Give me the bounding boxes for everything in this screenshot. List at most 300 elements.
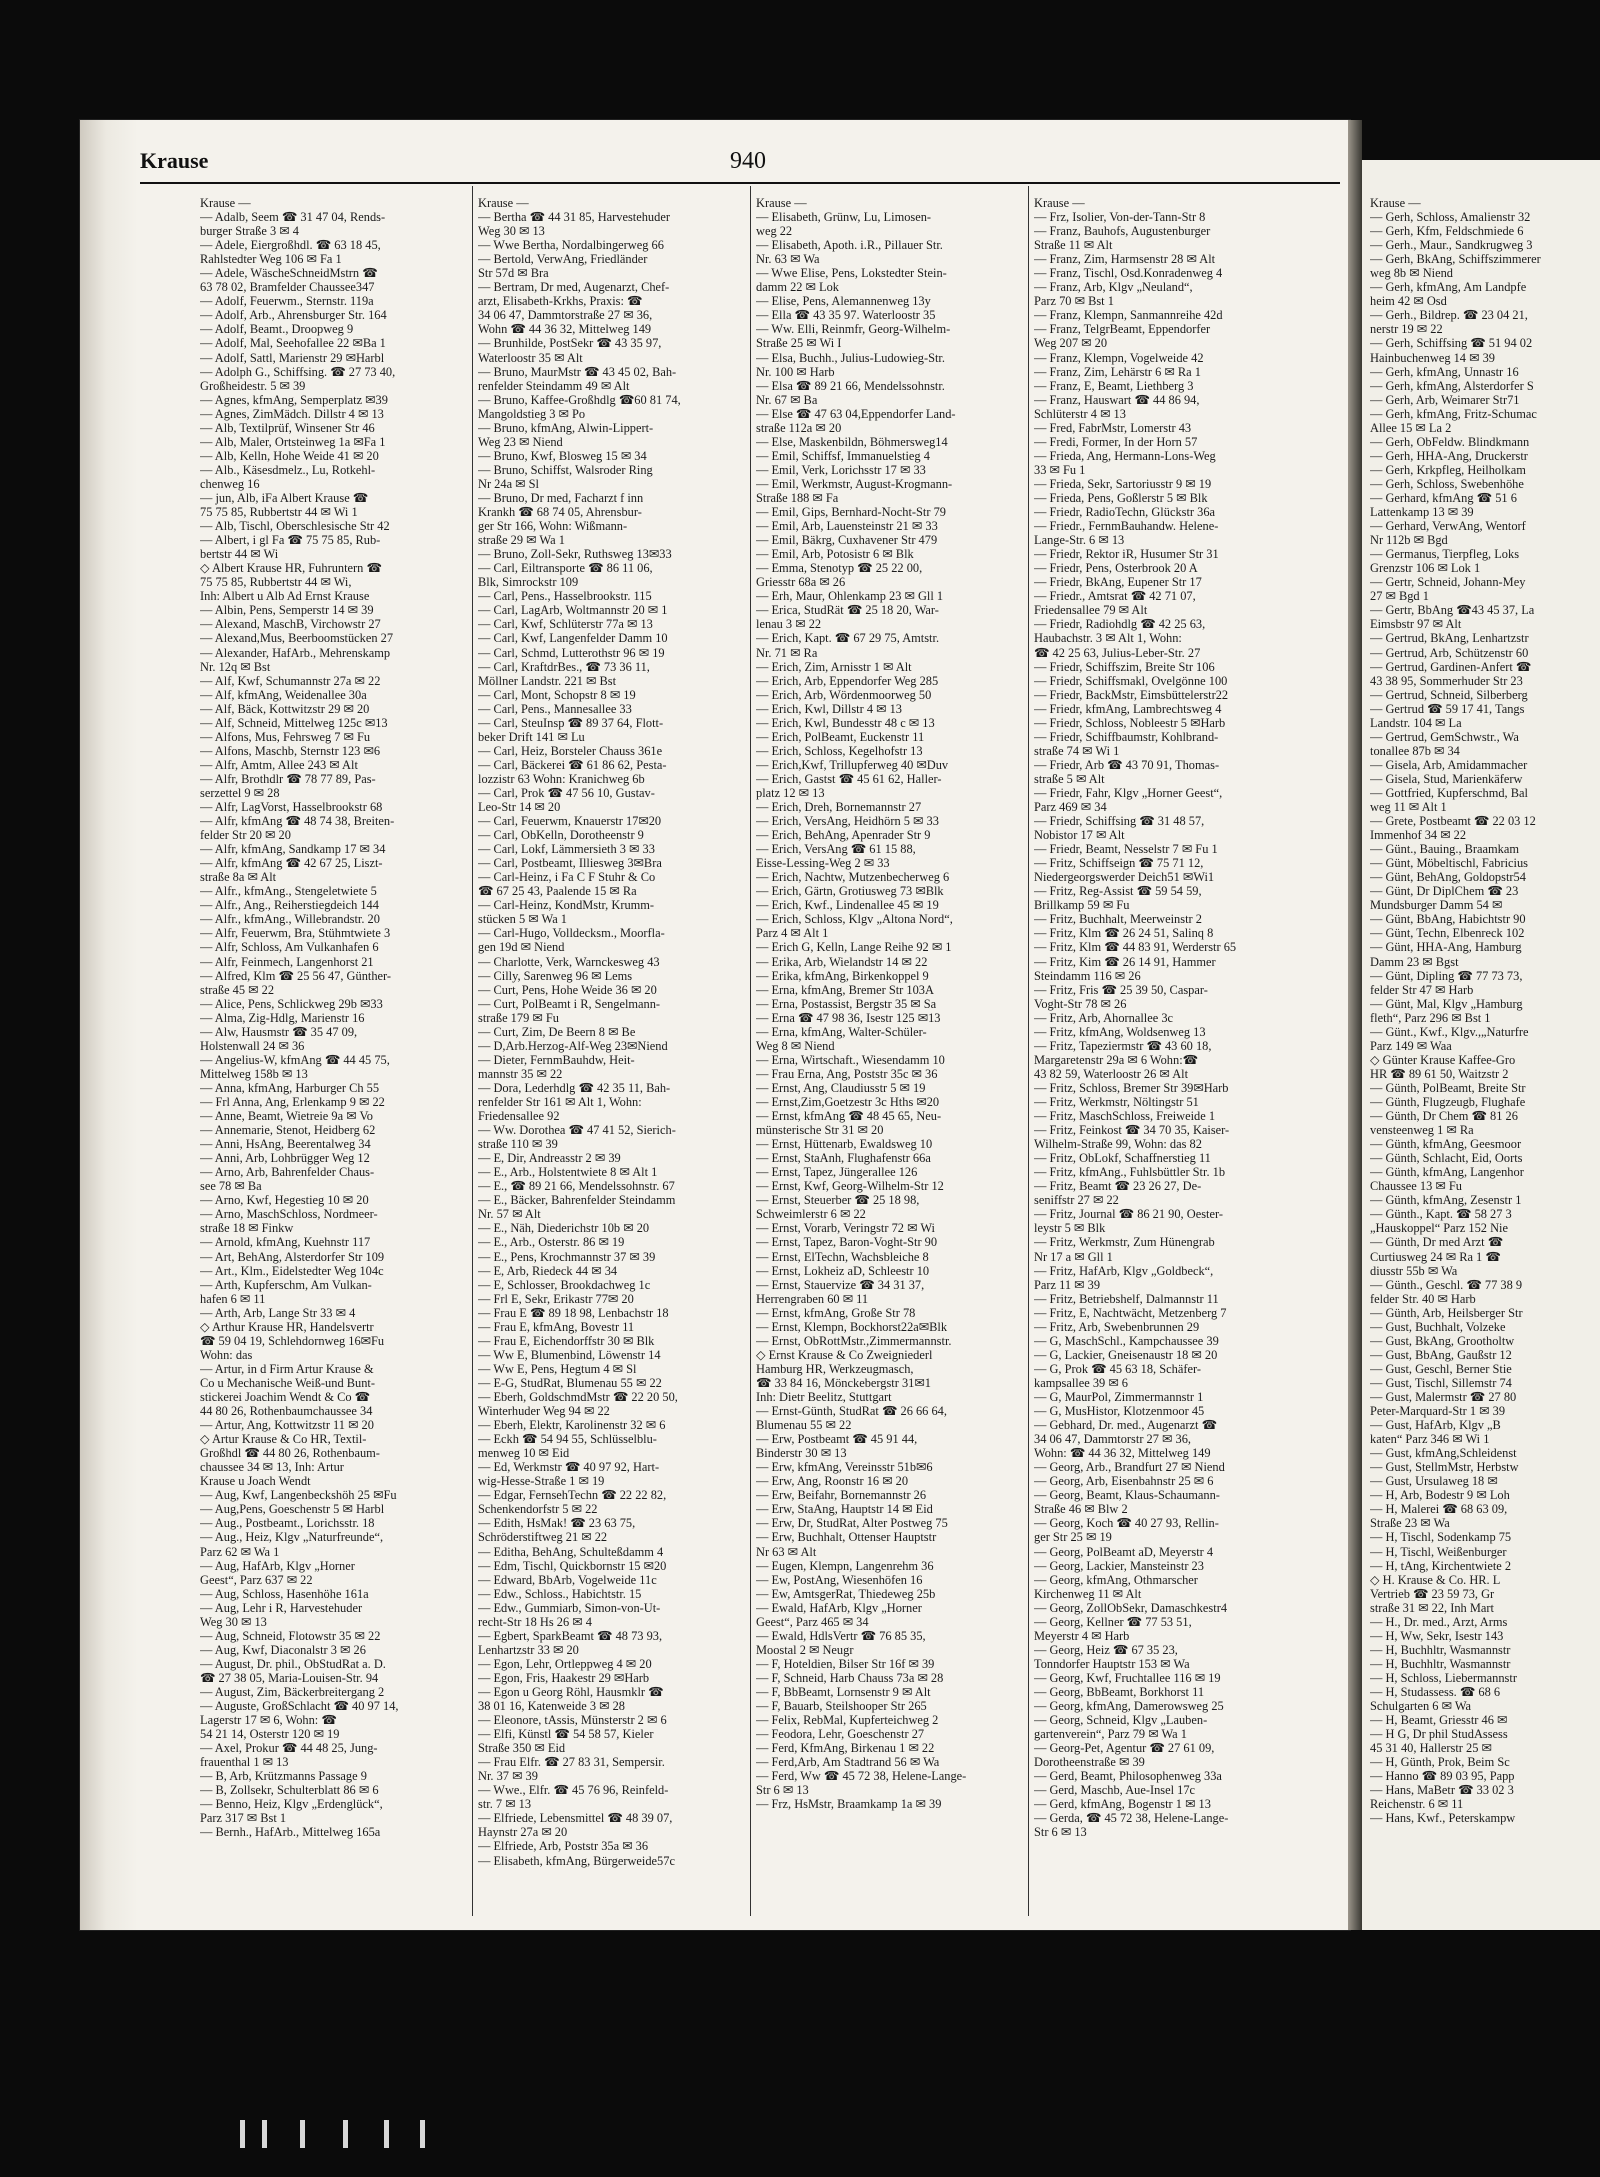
directory-entry-line: straße 5 ✉ Alt <box>1034 771 1105 786</box>
directory-entry-line: 45 31 40, Hallerstr 25 ✉ <box>1370 1741 1492 1756</box>
directory-entry-line: — Fritz, Beamt ☎ 23 26 27, De- <box>1034 1179 1202 1194</box>
directory-entry-line: — Erich, Arb, Eppendorfer Weg 285 <box>756 673 939 688</box>
directory-entry-line: — Alfons, Mus, Fehrsweg 7 ✉ Fu <box>200 729 371 744</box>
directory-entry-line: — Franz, Klempn, Vogelweide 42 <box>1034 350 1204 365</box>
directory-entry-line: — Gerh, kfmAng, Alsterdorfer S <box>1370 378 1534 393</box>
directory-entry-line: — Carl-Heinz, KondMstr, Krumm- <box>478 898 655 913</box>
directory-entry-line: burger Straße 3 ✉ 4 <box>200 224 299 239</box>
directory-entry-line: — Günth, PolBeamt, Breite Str <box>1370 1080 1526 1095</box>
directory-entry-line: Dorotheenstraße ✉ 39 <box>1034 1755 1145 1770</box>
directory-entry-line: — Emil, Gips, Bernhard-Nocht-Str 79 <box>756 505 946 520</box>
directory-entry-line: Nr. 71 ✉ Ra <box>756 645 818 660</box>
directory-entry-line: — Alma, Zig-Hdlg, Marienstr 16 <box>200 1010 365 1025</box>
directory-entry-line: kampsallee 39 ✉ 6 <box>1034 1375 1128 1390</box>
directory-entry-line: — Ernst, Ang, Claudiusstr 5 ✉ 19 <box>756 1080 926 1095</box>
directory-entry-line: 33 ✉ Fu 1 <box>1034 462 1086 477</box>
directory-entry-line: — Ferd, Ww ☎ 45 72 38, Helene-Lange- <box>756 1769 967 1784</box>
directory-entry-line: — Carl, Heiz, Borsteler Chauss 361e <box>478 743 663 758</box>
directory-entry-line: — Alfr., Ang., Reiherstiegdeich 144 <box>200 898 379 913</box>
directory-entry-line: Margaretenstr 29a ✉ 6 Wohn:☎ <box>1034 1052 1199 1067</box>
directory-entry-line: Steindamm 116 ✉ 26 <box>1034 968 1141 983</box>
directory-entry-line: — Georg, Kellner ☎ 77 53 51, <box>1034 1614 1192 1629</box>
directory-entry-line: — Felix, RebMal, Kupferteichweg 2 <box>756 1713 939 1728</box>
directory-entry-line: — Bruno, Kwf, Blosweg 15 ✉ 34 <box>478 448 647 463</box>
directory-entry-line: — Günth, Schlacht, Eid, Oorts <box>1370 1151 1523 1166</box>
directory-entry-line: 27 ✉ Bgd 1 <box>1370 589 1429 604</box>
directory-entry-line: Chaussee 13 ✉ Fu <box>1370 1179 1462 1194</box>
directory-entry-line: — Ww. Elli, Reinmfr, Georg-Wilhelm- <box>756 322 951 337</box>
directory-entry-line: — Wwe Bertha, Nordalbingerweg 66 <box>478 238 664 253</box>
directory-entry-line: leystr 5 ✉ Blk <box>1034 1221 1106 1236</box>
directory-entry-line: Großheidestr. 5 ✉ 39 <box>200 378 306 393</box>
directory-entry-line: — Friedr, Schiffsing ☎ 31 48 57, <box>1034 814 1205 829</box>
directory-entry-line: frauenthal 1 ✉ 13 <box>200 1755 289 1770</box>
directory-entry-line: — Art, BehAng, Alsterdorfer Str 109 <box>200 1249 385 1264</box>
directory-entry-line: fleth“, Parz 296 ✉ Bst 1 <box>1370 1010 1491 1025</box>
directory-entry-line: — Friedr, Schiffbaumstr, Kohlbrand- <box>1034 729 1219 744</box>
directory-entry-line: — Alfr, kfmAng ☎ 48 74 38, Breiten- <box>200 814 395 829</box>
directory-entry-line: — Gerh, Arb, Weimarer Str71 <box>1370 392 1520 407</box>
directory-entry-line: — Alfr., kfmAng., Stengeletwiete 5 <box>200 884 377 899</box>
directory-entry-line: — F, BbBeamt, Lornsenstr 9 ✉ Alt <box>756 1684 931 1699</box>
directory-entry-line: — Erw, kfmAng, Vereinsstr 51b✉6 <box>756 1460 933 1475</box>
directory-entry-line: Waterloostr 35 ✉ Alt <box>478 350 583 365</box>
directory-entry-line: Blk, Simrockstr 109 <box>478 575 579 590</box>
directory-column-5-facing-page <box>1370 196 1600 1916</box>
column-rule <box>472 186 473 1916</box>
directory-entry-line: — Georg, Arb, Eisenbahnstr 25 ✉ 6 <box>1034 1474 1214 1489</box>
directory-entry-line: — F, Schneid, Harb Chauss 73a ✉ 28 <box>756 1670 944 1685</box>
directory-entry-line: — Fritz, E, Nachtwächt, Metzenberg 7 <box>1034 1305 1227 1320</box>
directory-entry-line: wig-Hesse-Straße 1 ✉ 19 <box>478 1474 605 1489</box>
directory-entry-line: — Gust, Geschl, Berner Stie <box>1370 1361 1512 1376</box>
directory-entry-line: — Georg, Heiz ☎ 67 35 23, <box>1034 1642 1178 1657</box>
directory-entry-line: — Ernst,Zim,Goetzestr 3c Hths ✉20 <box>756 1095 940 1109</box>
directory-entry-line: — Gertrud ☎ 59 17 41, Tangs <box>1370 701 1525 716</box>
directory-entry-line: — Ew, AmtsgerRat, Thiedeweg 25b <box>756 1586 936 1601</box>
directory-entry-line: — Carl, Pens., Mannesallee 33 <box>478 701 632 716</box>
directory-entry-line: — Gerh, ObFeldw. Blindkmann <box>1370 434 1530 449</box>
directory-entry-line: — Carl, Postbeamt, Illiesweg 3✉Bra <box>478 856 662 871</box>
directory-entry-line: — Franz, TelgrBeamt, Eppendorfer <box>1034 322 1211 337</box>
directory-entry-line: — Ernst, Vorarb, Veringstr 72 ✉ Wi <box>756 1221 935 1236</box>
directory-entry-line: — E., Arb., Osterstr. 86 ✉ 19 <box>478 1235 625 1250</box>
directory-entry-line: — Gertr, BbAng ☎43 45 37, La <box>1370 603 1535 618</box>
directory-entry-line: 75 75 85, Rubbertstr 44 ✉ Wi, <box>200 575 352 590</box>
directory-entry-line: Immenhof 34 ✉ 22 <box>1370 828 1467 843</box>
directory-entry-line: — Gust, Tischl, Sillemstr 74 <box>1370 1375 1512 1390</box>
directory-entry-line: — H, Buchhltr, Wasmannstr <box>1370 1642 1511 1657</box>
directory-entry-line: — Arno, Kwf, Hegestieg 10 ✉ 20 <box>200 1193 369 1208</box>
directory-entry-line: — Carl, Kwf, Schlüterstr 77a ✉ 13 <box>478 617 653 632</box>
directory-entry-line: — Friedr, Pens, Osterbrook 20 A <box>1034 561 1198 576</box>
directory-entry-line: see 78 ✉ Ba <box>200 1179 262 1194</box>
directory-entry-line: Nr. 57 ✉ Alt <box>478 1207 541 1222</box>
directory-entry-line: Geest“, Parz 465 ✉ 34 <box>756 1614 869 1629</box>
directory-entry-line: — Fritz, Reg-Assist ☎ 59 54 59, <box>1034 884 1202 899</box>
film-edge-marks <box>0 2120 1600 2177</box>
directory-entry-line: — Albert, i gl Fa ☎ 75 75 85, Rub- <box>200 533 381 548</box>
directory-entry-line: 54 21 14, Osterstr 120 ✉ 19 <box>200 1727 340 1742</box>
directory-entry-line: ◇ Ernst Krause & Co Zweigniederl <box>756 1347 933 1362</box>
directory-entry-line: — Ewald, HafArb, Klgv „Horner <box>756 1600 922 1615</box>
directory-entry-line: — Erika, Arb, Wielandstr 14 ✉ 22 <box>756 954 928 969</box>
directory-entry-line: seniffstr 27 ✉ 22 <box>1034 1193 1119 1208</box>
directory-entry-line: — Adalb, Seem ☎ 31 47 04, Rends- <box>200 210 386 225</box>
directory-entry-line: Peter-Marquard-Str 1 ✉ 39 <box>1370 1404 1506 1419</box>
directory-entry-line: Nr. 67 ✉ Ba <box>756 392 818 407</box>
directory-entry-line: — Carl, Schmd, Lutterothstr 96 ✉ 19 <box>478 645 665 660</box>
directory-entry-line: — Adolf, Sattl, Marienstr 29 ✉Harbl <box>200 350 385 365</box>
directory-entry-line: — Arnold, kfmAng, Kuehnstr 117 <box>200 1235 371 1250</box>
directory-entry-line: — Erw, Beifahr, Bornemannstr 26 <box>756 1488 927 1503</box>
directory-entry-line: — Alfr, Brothdlr ☎ 78 77 89, Pas- <box>200 771 376 786</box>
directory-entry-line: — Carl, Eiltransporte ☎ 86 11 06, <box>478 561 653 576</box>
directory-entry-line: — Ella ☎ 43 35 97. Waterloostr 35 <box>756 308 936 323</box>
directory-entry-line: — Alf, kfmAng, Weidenallee 30a <box>200 687 367 702</box>
directory-entry-line: ☎ 33 84 16, Mönckebergstr 31✉1 <box>756 1375 931 1390</box>
directory-entry-line: stickerei Joachim Wendt & Co ☎ <box>200 1389 371 1404</box>
directory-entry-line: — Günt, HHA-Ang, Hamburg <box>1370 940 1522 955</box>
directory-entry-line: — Egon, Lehr, Ortleppweg 4 ✉ 20 <box>478 1656 652 1671</box>
directory-entry-line: — Gerh, kfmAng, Unnastr 16 <box>1370 364 1519 379</box>
directory-entry-line: — Wwe., Elfr. ☎ 45 76 96, Reinfeld- <box>478 1783 669 1798</box>
directory-entry-line: 34 06 47, Dammtorstraße 27 ✉ 36, <box>478 308 653 323</box>
directory-entry-line: — Günt., Bauing., Braamkam <box>1370 842 1520 857</box>
directory-entry-line: — Art., Klm., Eidelstedter Weg 104c <box>200 1263 384 1278</box>
directory-entry-line: — Frieda, Sekr, Sartoriusstr 9 ✉ 19 <box>1034 476 1212 491</box>
directory-entry-line: — Arth, Arb, Lange Str 33 ✉ 4 <box>200 1305 356 1320</box>
directory-entry-line: — Cilly, Sarenweg 96 ✉ Lems <box>478 968 633 983</box>
column-rule <box>750 186 751 1916</box>
directory-entry-line: — Carl, Bäckerei ☎ 61 86 62, Pesta- <box>478 757 667 772</box>
directory-entry-line: — G, Lackier, Gneisenaustr 18 ✉ 20 <box>1034 1347 1218 1362</box>
directory-entry-line: — Günth, Arb, Heilsberger Str <box>1370 1305 1523 1320</box>
directory-entry-line: Wohn: das <box>200 1347 253 1362</box>
directory-entry-line: — Edm, Tischl, Quickbornstr 15 ✉20 <box>478 1558 667 1573</box>
directory-entry-line: — Georg, BbBeamt, Borkhorst 11 <box>1034 1684 1205 1699</box>
directory-entry-line: Eimsbstr 97 ✉ Alt <box>1370 617 1462 632</box>
directory-entry-line: — Franz, Arb, Klgv „Neuland“, <box>1034 280 1193 295</box>
directory-entry-line: — Erich, Zim, Arnisstr 1 ✉ Alt <box>756 659 912 674</box>
directory-entry-line: Friedensallee 79 ✉ Alt <box>1034 603 1148 618</box>
directory-entry-line: — Artur, in d Firm Artur Krause & <box>200 1361 374 1376</box>
directory-entry-line: — Alfr, kfmAng ☎ 42 67 25, Liszt- <box>200 856 383 871</box>
directory-entry-line: — Adele, Eiergroßhdl. ☎ 63 18 45, <box>200 238 381 253</box>
directory-entry-line: arzt, Elisabeth-Krkhs, Praxis: ☎ <box>478 294 643 309</box>
directory-entry-line: Parz 317 ✉ Bst 1 <box>200 1811 287 1826</box>
directory-entry-line: Herrengraben 60 ✉ 11 <box>756 1291 869 1306</box>
directory-entry-line: — Fritz, Arb, Ahornallee 3c <box>1034 1010 1174 1025</box>
directory-entry-line: 43 38 95, Sommerhuder Str 23 <box>1370 673 1523 688</box>
directory-entry-line: — Fritz, Werkmstr, Zum Hünengrab <box>1034 1235 1215 1250</box>
directory-entry-line: Nr. 12q ✉ Bst <box>200 659 271 674</box>
directory-entry-line: ☎ 59 04 19, Schlehdornweg 16✉Fu <box>200 1333 385 1348</box>
directory-entry-line: Weg 8 ✉ Niend <box>756 1038 835 1053</box>
directory-entry-line: Holstenwall 24 ✉ 36 <box>200 1038 305 1053</box>
directory-entry-line: — Franz, Klempn, Sanmannreihe 42d <box>1034 308 1223 323</box>
directory-entry-line: — Günth, kfmAng, Geesmoor <box>1370 1137 1522 1152</box>
directory-entry-line: — Adolph G., Schiffsing. ☎ 27 73 40, <box>200 364 396 379</box>
directory-entry-line: — Fritz, Kim ☎ 26 14 91, Hammer <box>1034 954 1216 969</box>
directory-entry-line: recht-Str 18 Hs 26 ✉ 4 <box>478 1614 592 1629</box>
directory-entry-line: — Elise, Pens, Alemannenweg 13y <box>756 294 931 309</box>
directory-entry-line: — Ww. Dorothea ☎ 47 41 52, Sierich- <box>478 1123 676 1138</box>
directory-entry-line: — Alexander, HafArb., Mehrenskamp <box>200 645 391 660</box>
directory-entry-line: — Bruno, MaurMstr ☎ 43 45 02, Bah- <box>478 364 677 379</box>
directory-entry-line: — Elfi, Künstl ☎ 54 58 57, Kieler <box>478 1727 654 1742</box>
directory-entry-line: — Dieter, FernmBauhdw, Heit- <box>478 1052 635 1067</box>
directory-entry-line: — Ferd, KfmAng, Birkenau 1 ✉ 22 <box>756 1741 935 1756</box>
directory-entry-line: — Georg-Pet, Agentur ☎ 27 61 09, <box>1034 1741 1215 1756</box>
directory-entry-line: — Elisabeth, Grünw, Lu, Limosen- <box>756 210 932 225</box>
directory-entry-line: gartenverein“, Parz 79 ✉ Wa 1 <box>1034 1727 1187 1742</box>
directory-entry-line: Eisse-Lessing-Weg 2 ✉ 33 <box>756 856 890 871</box>
directory-entry-line: Nr 24a ✉ Sl <box>478 476 539 491</box>
directory-entry-line: straße 29 ✉ Wa 1 <box>478 533 565 548</box>
directory-entry-line: Friedensallee 92 <box>478 1109 560 1124</box>
directory-entry-line: — Egbert, SparkBeamt ☎ 48 73 93, <box>478 1628 663 1643</box>
directory-entry-line: — Erich, Nachtw, Mutzenbecherweg 6 <box>756 870 950 885</box>
directory-entry-line: — Ernst, Hüttenarb, Ewaldsweg 10 <box>756 1137 933 1152</box>
directory-entry-line: — Gerh, kfmAng, Am Landpfe <box>1370 280 1527 295</box>
directory-entry-line: — Ernst, Steuerber ☎ 25 18 98, <box>756 1193 920 1208</box>
directory-entry-line: — Fritz, MaschSchloss, Freiweide 1 <box>1034 1109 1216 1124</box>
directory-entry-line: — Emil, Arb, Potosistr 6 ✉ Blk <box>756 547 914 562</box>
directory-entry-line: — Alfr, Schloss, Am Vulkanhafen 6 <box>200 940 379 955</box>
directory-entry-line: — Alfr, Amtm, Allee 243 ✉ Alt <box>200 757 358 772</box>
directory-entry-line: Schröderstiftweg 21 ✉ 22 <box>478 1530 608 1545</box>
directory-entry-line: — Ernst, Klempn, Bockhorst22a✉Blk <box>756 1319 948 1334</box>
directory-entry-line: — E., ☎ 89 21 66, Mendelssohnstr. 67 <box>478 1179 675 1194</box>
directory-entry-line: Inh: Albert u Alb Ad Ernst Krause <box>200 589 370 604</box>
directory-entry-line: — Günt, Dr DiplChem ☎ 23 <box>1370 884 1519 899</box>
directory-entry-line: Mundsburger Damm 54 ✉ <box>1370 898 1503 913</box>
directory-entry-line: Haubachstr. 3 ✉ Alt 1, Wohn: <box>1034 631 1182 646</box>
directory-entry-line: — H., Dr. med., Arzt, Arms <box>1370 1614 1508 1629</box>
directory-entry-line: Blumenau 55 ✉ 22 <box>756 1418 852 1433</box>
directory-entry-line: — Fritz, Journal ☎ 86 21 90, Oester- <box>1034 1207 1223 1222</box>
directory-entry-line: ☎ 42 25 63, Julius-Leber-Str. 27 <box>1034 645 1201 660</box>
directory-entry-line: — Edith, HsMak! ☎ 23 63 75, <box>478 1516 636 1531</box>
directory-entry-line: Damm 23 ✉ Bgst <box>1370 954 1459 969</box>
directory-entry-line: — H, Tischl, Weißenburger <box>1370 1544 1507 1559</box>
directory-entry-line: Krause — <box>756 196 807 210</box>
directory-entry-line: Str 6 ✉ 13 <box>756 1783 809 1798</box>
directory-entry-line: str. 7 ✉ 13 <box>478 1797 532 1812</box>
directory-entry-line: — Alw, Hausmstr ☎ 35 47 09, <box>200 1024 358 1039</box>
directory-entry-line: — Günth, kfmAng, Langenhor <box>1370 1165 1524 1180</box>
directory-entry-line: Brillkamp 59 ✉ Fu <box>1034 898 1130 913</box>
directory-entry-line: felder Str 20 ✉ 20 <box>200 828 291 843</box>
directory-entry-line: Co u Mechanische Weiß-und Bunt- <box>200 1375 375 1390</box>
directory-entry-line: — Erna, Postassist, Bergstr 35 ✉ Sa <box>756 996 937 1011</box>
directory-entry-line: — Carl, Prok ☎ 47 56 10, Gustav- <box>478 785 655 800</box>
directory-entry-line: Grenzstr 106 ✉ Lok 1 <box>1370 561 1481 576</box>
directory-entry-line: Str 6 ✉ 13 <box>1034 1825 1087 1840</box>
directory-entry-line: — Axel, Prokur ☎ 44 48 25, Jung- <box>200 1741 378 1756</box>
directory-entry-line: — H, Malerei ☎ 68 63 09, <box>1370 1502 1508 1517</box>
directory-entry-line: — E, Arb, Riedeck 44 ✉ 34 <box>478 1263 618 1278</box>
directory-entry-line: — Emil, Werkmstr, August-Krogmann- <box>756 476 953 491</box>
directory-entry-line: — Georg, PolBeamt aD, Meyerstr 4 <box>1034 1544 1214 1559</box>
directory-entry-line: — Erich, VersAng ☎ 61 15 88, <box>756 842 916 857</box>
directory-entry-line: — Carl-Hugo, Volldecksm., Moorfla- <box>478 926 665 941</box>
directory-entry-line: — Bruno, Schiffst, Walsroder Ring <box>478 462 653 477</box>
directory-entry-line: — Gerh, Schloss, Amalienstr 32 <box>1370 210 1531 225</box>
directory-entry-line: platz 12 ✉ 13 <box>756 785 825 800</box>
directory-entry-line: Großhdl ☎ 44 80 26, Rothenbaum- <box>200 1446 380 1461</box>
directory-entry-line: — Editha, BehAng, Schulteßdamm 4 <box>478 1544 664 1559</box>
directory-entry-line: — Frieda, Pens, Goßlerstr 5 ✉ Blk <box>1034 490 1208 505</box>
directory-entry-line: Curtiusweg 24 ✉ Ra 1 ☎ <box>1370 1249 1501 1264</box>
directory-entry-line: münsterische Str 31 ✉ 20 <box>756 1123 884 1138</box>
directory-entry-line: Krause — <box>1370 196 1421 210</box>
directory-entry-line: — Carl, SteuInsp ☎ 89 37 64, Flott- <box>478 715 664 730</box>
directory-entry-line: hafen 6 ✉ 11 <box>200 1291 266 1306</box>
directory-entry-line: Haynstr 27a ✉ 20 <box>478 1825 568 1840</box>
directory-entry-line: — Erich, VersAng, Heidhörn 5 ✉ 33 <box>756 814 939 829</box>
directory-entry-line: — Aug., Heiz, Klgv „Naturfreunde“, <box>200 1530 384 1545</box>
directory-entry-line: — Frz, HsMstr, Braamkamp 1a ✉ 39 <box>756 1797 942 1812</box>
directory-entry-line: — Arno, Arb, Bahrenfelder Chaus- <box>200 1165 375 1180</box>
directory-entry-line: — Ernst, ElTechn, Wachsbleiche 8 <box>756 1249 929 1264</box>
directory-entry-line: — Gerh, Krkpfleg, Heilholkam <box>1370 462 1526 477</box>
directory-entry-line: — Feodora, Lehr, Goeschenstr 27 <box>756 1727 925 1742</box>
directory-entry-line: — Elisabeth, kfmAng, Bürgerweide57c <box>478 1853 675 1868</box>
directory-entry-line: — Alfr, LagVorst, Hasselbrookstr 68 <box>200 800 383 815</box>
directory-entry-line: — Curt, Zim, De Beern 8 ✉ Be <box>478 1024 636 1039</box>
directory-entry-line: — Frau E, Eichendorffstr 30 ✉ Blk <box>478 1333 655 1348</box>
directory-entry-line: — Gerh, Schiffsing ☎ 51 94 02 <box>1370 336 1533 351</box>
directory-entry-line: — Friedr, Rektor iR, Husumer Str 31 <box>1034 547 1219 562</box>
directory-entry-line: — Günt., Kwf., Klgv.,„Naturfre <box>1370 1024 1529 1039</box>
directory-entry-line: — Anni, HsAng, Beerentalweg 34 <box>200 1137 371 1152</box>
directory-entry-line: — Bertold, VerwAng, Friedländer <box>478 252 648 267</box>
directory-entry-line: Straße 23 ✉ Wa <box>1370 1516 1450 1531</box>
directory-entry-line: — Edward, BbArb, Vogelweide 11c <box>478 1572 657 1587</box>
directory-entry-line: Kirchenweg 11 ✉ Alt <box>1034 1586 1142 1601</box>
directory-entry-line: chaussee 34 ✉ 13, Inh: Artur <box>200 1460 344 1475</box>
directory-entry-line: Landstr. 104 ✉ La <box>1370 715 1462 730</box>
directory-entry-line: mannstr 35 ✉ 22 <box>478 1066 563 1081</box>
directory-entry-line: ger Str 166, Wohn: Wißmann- <box>478 519 628 534</box>
directory-entry-line: — Arno, MaschSchloss, Nordmeer- <box>200 1207 378 1222</box>
directory-entry-line: weg 8b ✉ Niend <box>1370 266 1453 281</box>
directory-entry-line: — Franz, Zim, Lehärstr 6 ✉ Ra 1 <box>1034 364 1201 379</box>
directory-entry-line: — G, MusHistor, Klotzenmoor 45 <box>1034 1404 1205 1419</box>
directory-entry-line: — Ernst, Tapez, Jüngerallee 126 <box>756 1165 918 1180</box>
directory-entry-line: — Ewald, HdlsVertr ☎ 76 85 35, <box>756 1628 926 1643</box>
directory-entry-line: renfelder Str 161 ✉ Alt 1, Wohn: <box>478 1095 642 1109</box>
directory-entry-line: — H, Studassess. ☎ 68 6 <box>1370 1684 1501 1699</box>
directory-entry-line: — Gertrud, Gardinen-Anfert ☎ <box>1370 659 1532 674</box>
directory-entry-line: — Bruno, Zoll-Sekr, Ruthsweg 13✉33 <box>478 547 672 562</box>
directory-entry-line: — Gerh., Maur., Sandkrugweg 3 <box>1370 238 1533 253</box>
directory-entry-line: Parz 62 ✉ Wa 1 <box>200 1544 280 1559</box>
directory-entry-line: — Günt, Möbeltischl, Fabricius <box>1370 856 1528 871</box>
directory-entry-line: weg 11 ✉ Alt 1 <box>1370 800 1447 815</box>
directory-entry-line: vensteenweg 1 ✉ Ra <box>1370 1123 1474 1138</box>
directory-entry-line: — Erw, Postbeamt ☎ 45 91 44, <box>756 1432 918 1447</box>
directory-entry-line: — Fritz, HafArb, Klgv „Goldbeck“, <box>1034 1263 1214 1278</box>
directory-entry-line: — Friedr, Radiohdlg ☎ 42 25 63, <box>1034 617 1206 632</box>
directory-entry-line: Inh: Dietr Beelitz, Stuttgart <box>756 1389 892 1404</box>
directory-entry-line: Straße 11 ✉ Alt <box>1034 238 1113 253</box>
directory-entry-line: — Edw., Gummiarb, Simon-von-Ut- <box>478 1600 661 1615</box>
directory-entry-line: — Friedr, Schiffsmakl, Ovelgönne 100 <box>1034 673 1228 688</box>
directory-entry-line: — Gerhard, VerwAng, Wentorf <box>1370 519 1526 534</box>
directory-entry-line: — Friedr, kfmAng, Lambrechtsweg 4 <box>1034 701 1222 716</box>
directory-column-3 <box>756 196 1024 1916</box>
directory-entry-line: — Gerd, Beamt, Philosophenweg 33a <box>1034 1769 1222 1784</box>
directory-entry-line: — Hans, Kwf., Peterskampw <box>1370 1811 1516 1826</box>
directory-entry-line: — Frl Anna, Ang, Erlenkamp 9 ✉ 22 <box>200 1095 385 1109</box>
directory-entry-line: Parz 149 ✉ Waa <box>1370 1038 1452 1053</box>
directory-entry-line: — Aug,Pens, Goeschenstr 5 ✉ Harbl <box>200 1502 385 1517</box>
directory-entry-line: — Agnes, kfmAng, Semperplatz ✉39 <box>200 392 388 407</box>
directory-entry-line: — E-G, StudRat, Blumenau 55 ✉ 22 <box>478 1375 662 1390</box>
directory-entry-line: ◇ Albert Krause HR, Fuhruntern ☎ <box>200 561 382 576</box>
directory-entry-line: — H, Ww, Sekr, Isestr 143 <box>1370 1628 1504 1643</box>
directory-entry-line: chenweg 16 <box>200 476 260 491</box>
directory-entry-line: — Gust, Buchhalt, Volzeke <box>1370 1319 1506 1334</box>
directory-entry-line: — G, Prok ☎ 45 63 18, Schäfer- <box>1034 1361 1201 1376</box>
directory-entry-line: — Frau Erna, Ang, Poststr 35c ✉ 36 <box>756 1066 938 1081</box>
directory-entry-line: Nr. 63 ✉ Wa <box>756 252 820 267</box>
directory-entry-line: — B, Arb, Krützmanns Passage 9 <box>200 1769 367 1784</box>
directory-entry-line: — Fritz, Fris ☎ 25 39 50, Caspar- <box>1034 982 1208 997</box>
directory-entry-line: — Anne, Beamt, Wietreie 9a ✉ Vo <box>200 1109 373 1124</box>
directory-entry-line: straße 18 ✉ Finkw <box>200 1221 294 1236</box>
directory-entry-line: — Arth, Kupferschm, Am Vulkan- <box>200 1277 372 1292</box>
directory-column-4 <box>1034 196 1302 1916</box>
directory-entry-line: — Anni, Arb, Lohbrügger Weg 12 <box>200 1151 370 1166</box>
directory-entry-line: Krause — <box>478 196 529 210</box>
directory-entry-line: — Adolf, Arb., Ahrensburger Str. 164 <box>200 308 387 323</box>
directory-entry-line: Geest“, Parz 637 ✉ 22 <box>200 1572 313 1587</box>
directory-entry-line: — Franz, Hauswart ☎ 44 86 94, <box>1034 392 1200 407</box>
directory-entry-line: — August, Dr. phil., ObStudRat a. D. <box>200 1656 386 1671</box>
directory-entry-line: — Friedr, BackMstr, Eimsbüttelerstr22 <box>1034 687 1229 702</box>
directory-entry-line: — F, Hoteldien, Bilser Str 16f ✉ 39 <box>756 1656 935 1671</box>
directory-entry-line: serzettel 9 ✉ 28 <box>200 785 280 800</box>
directory-entry-line: — Erich, Schloss, Klgv „Altona Nord“, <box>756 912 953 927</box>
directory-entry-line: Griesstr 68a ✉ 26 <box>756 575 846 590</box>
directory-entry-line: — Eckh ☎ 54 94 55, Schlüsselblu- <box>478 1432 657 1447</box>
directory-entry-line: — Gebhard, Dr. med., Augenarzt ☎ <box>1034 1418 1218 1433</box>
directory-entry-line: straße 74 ✉ Wi 1 <box>1034 743 1120 758</box>
directory-entry-line: — Günt, Mal, Klgv „Hamburg <box>1370 996 1523 1011</box>
directory-entry-line: — Aug, Kwf, Diaconalstr 3 ✉ 26 <box>200 1642 366 1657</box>
directory-entry-line: — Gust, Ursulaweg 18 ✉ <box>1370 1474 1498 1489</box>
directory-entry-line: — Fritz, Werkmstr, Nöltingstr 51 <box>1034 1095 1199 1109</box>
directory-entry-line: — Fritz, kfmAng., Fuhlsbüttler Str. 1b <box>1034 1165 1226 1180</box>
directory-entry-line: — H, Arb, Bodestr 9 ✉ Loh <box>1370 1488 1510 1503</box>
directory-entry-line: — Gerh, BkAng, Schiffszimmerer <box>1370 252 1541 267</box>
directory-entry-line: — Egon, Fris, Haakestr 29 ✉Harb <box>478 1670 650 1685</box>
directory-entry-line: — Erich, BehAng, Apenrader Str 9 <box>756 828 931 843</box>
directory-entry-line: — Carl, KraftdrBes., ☎ 73 36 11, <box>478 659 650 674</box>
directory-entry-line: Weg 23 ✉ Niend <box>478 434 563 449</box>
directory-entry-line: — Alf, Bäck, Kottwitzstr 29 ✉ 20 <box>200 701 370 716</box>
directory-entry-line: — Fritz, Klm ☎ 44 83 91, Werderstr 65 <box>1034 940 1237 955</box>
directory-entry-line: — Gust, HafArb, Klgv „B <box>1370 1418 1501 1433</box>
directory-entry-line: — Erich, PolBeamt, Euckenstr 11 <box>756 729 925 744</box>
page-number: 940 <box>730 148 766 174</box>
directory-entry-line: — Ernst, kfmAng ☎ 48 45 65, Neu- <box>756 1109 942 1124</box>
directory-entry-line: — Annemarie, Stenot, Heidberg 62 <box>200 1123 376 1138</box>
